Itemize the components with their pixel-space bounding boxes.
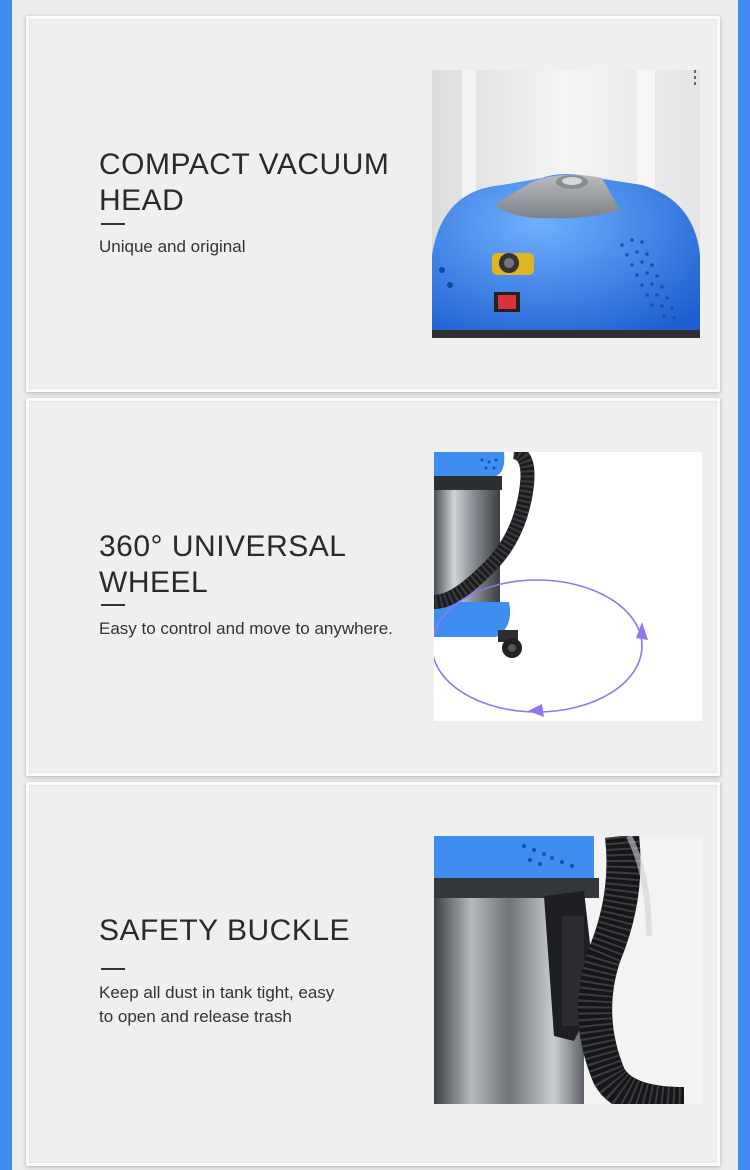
feature-description [99,981,334,1029]
title-line-2: WHEEL [99,566,209,599]
title-underline [101,968,125,970]
feature-title [99,147,389,219]
feature-panel-vacuum-head [26,16,720,392]
feature-panel-safety-buckle [26,782,720,1166]
title-line-2: HEAD [99,184,185,217]
title-underline [101,604,125,606]
safety-buckle-photo [434,836,702,1104]
title-line-1: COMPACT VACUUM [99,148,390,181]
description-line-1: Keep all dust in tank tight, easy [99,983,335,1002]
feature-panel-universal-wheel [26,398,720,776]
feature-title: SAFETY BUCKLE [99,914,351,947]
feature-description: Unique and original [99,237,246,256]
title-underline [101,223,125,225]
page-frame [12,0,738,1170]
vacuum-head-photo [432,70,700,338]
feature-description: Easy to control and move to anywhere. [99,619,393,638]
description-line-2: to open and release trash [99,1007,292,1026]
feature-title [99,529,346,601]
universal-wheel-photo [434,452,702,721]
title-line-1: 360° UNIVERSAL [99,530,347,563]
